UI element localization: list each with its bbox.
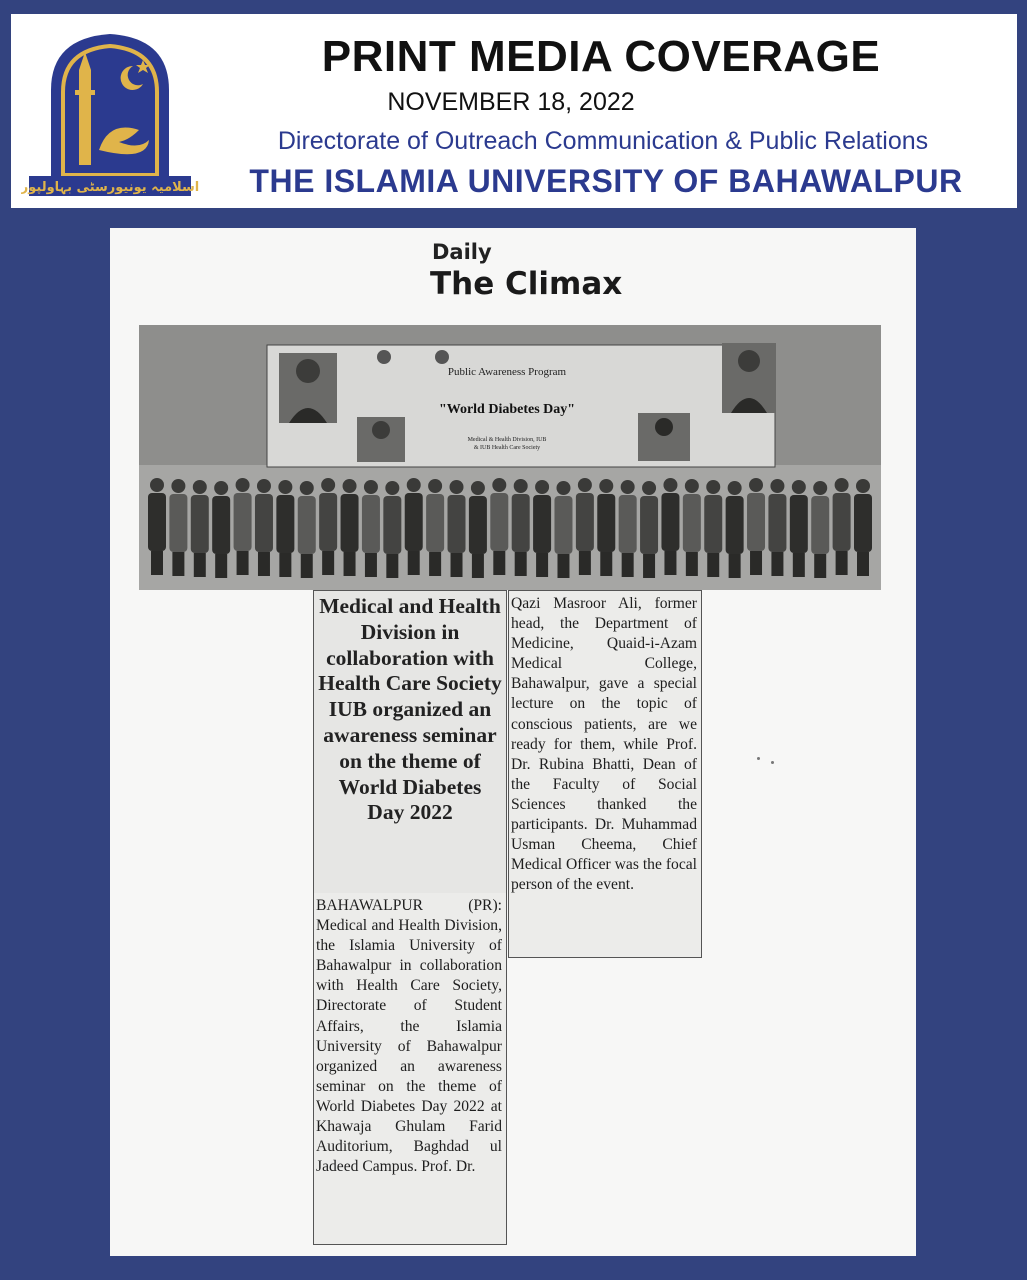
- person-legs: [643, 554, 655, 578]
- person-legs: [258, 552, 270, 576]
- person-body: [747, 493, 765, 551]
- person-head: [663, 478, 677, 492]
- person-body: [405, 493, 423, 551]
- person-head: [621, 480, 635, 494]
- person-legs: [429, 552, 441, 576]
- person-legs: [771, 552, 783, 576]
- person-head: [599, 479, 613, 493]
- person-body: [833, 493, 851, 551]
- person-body: [383, 496, 401, 554]
- person-legs: [686, 552, 698, 576]
- person-head: [535, 480, 549, 494]
- person-head: [856, 479, 870, 493]
- person-body: [533, 495, 551, 553]
- university-name: THE ISLAMIA UNIVERSITY OF BAHAWALPUR: [249, 163, 963, 199]
- newspaper-name: The Climax: [430, 266, 623, 302]
- header-panel: [11, 14, 1017, 208]
- person-head: [728, 481, 742, 495]
- speck: [771, 761, 774, 764]
- person-body: [255, 494, 273, 552]
- coverage-date: NOVEMBER 18, 2022: [387, 88, 635, 116]
- person-legs: [750, 551, 762, 575]
- event-photo: [139, 325, 881, 590]
- person-head: [257, 479, 271, 493]
- article-column-2: Qazi Masroor Ali, former head, the Department of Medicine, Quaid-i-Azam Medical College, Bahawalpur, gave a special lecture on the topic of conscious patients, are we ready for them, while Prof. Dr. Rubina Bhatti, Dean of the Faculty of Social Sciences thanked the participants. Dr. Muhammad Usman Cheema, Chief Medical Officer was the focal person of the event.: [511, 595, 697, 894]
- person-body: [726, 496, 744, 554]
- person-legs: [344, 552, 356, 576]
- person-head: [792, 480, 806, 494]
- person-head: [300, 481, 314, 495]
- person-head: [428, 479, 442, 493]
- person-body: [790, 495, 808, 553]
- person-legs: [215, 554, 227, 578]
- person-legs: [194, 553, 206, 577]
- person-body: [768, 494, 786, 552]
- person-legs: [172, 552, 184, 576]
- person-head: [492, 478, 506, 492]
- person-head: [171, 479, 185, 493]
- person-head: [642, 481, 656, 495]
- person-head: [450, 480, 464, 494]
- person-legs: [408, 551, 420, 575]
- person-body: [619, 495, 637, 553]
- person-head: [214, 481, 228, 495]
- person-legs: [579, 551, 591, 575]
- person-head: [471, 481, 485, 495]
- person-body: [212, 496, 230, 554]
- person-body: [661, 493, 679, 551]
- person-head: [685, 479, 699, 493]
- person-head: [321, 478, 335, 492]
- person-head: [514, 479, 528, 493]
- speck: [757, 757, 760, 760]
- person-legs: [836, 551, 848, 575]
- person-legs: [814, 554, 826, 578]
- person-body: [148, 493, 166, 551]
- person-legs: [515, 552, 527, 576]
- person-body: [362, 495, 380, 553]
- person-head: [407, 478, 421, 492]
- directorate-name: Directorate of Outreach Communication & Public Relations: [277, 127, 929, 155]
- person-legs: [365, 553, 377, 577]
- person-head: [578, 478, 592, 492]
- person-legs: [151, 551, 163, 575]
- person-body: [234, 493, 252, 551]
- person-head: [749, 478, 763, 492]
- person-head: [706, 480, 720, 494]
- person-head: [193, 480, 207, 494]
- person-legs: [557, 554, 569, 578]
- logo-urdu-text: اسلامیہ یونیورسٹی بہاولپور: [21, 180, 199, 195]
- person-head: [556, 481, 570, 495]
- person-body: [169, 494, 187, 552]
- person-legs: [793, 553, 805, 577]
- person-head: [150, 478, 164, 492]
- person-body: [576, 493, 594, 551]
- newspaper-frequency: Daily: [432, 240, 492, 264]
- page-title: PRINT MEDIA COVERAGE: [321, 32, 881, 81]
- person-legs: [622, 553, 634, 577]
- person-body: [704, 495, 722, 553]
- person-head: [835, 478, 849, 492]
- person-legs: [301, 554, 313, 578]
- person-legs: [664, 551, 676, 575]
- person-body: [597, 494, 615, 552]
- person-legs: [729, 554, 741, 578]
- person-body: [298, 496, 316, 554]
- person-legs: [600, 552, 612, 576]
- banner-line3: Medical & Health Division, IUB: [467, 437, 547, 443]
- person-head: [813, 481, 827, 495]
- person-legs: [857, 552, 869, 576]
- person-body: [811, 496, 829, 554]
- university-logo: [21, 30, 199, 198]
- person-body: [319, 493, 337, 551]
- person-legs: [322, 551, 334, 575]
- person-legs: [472, 554, 484, 578]
- person-legs: [451, 553, 463, 577]
- person-legs: [493, 551, 505, 575]
- person-body: [512, 494, 530, 552]
- person-body: [448, 495, 466, 553]
- person-head: [364, 480, 378, 494]
- person-head: [770, 479, 784, 493]
- person-body: [276, 495, 294, 553]
- person-head: [343, 479, 357, 493]
- article-column-1: BAHAWALPUR (PR): Medical and Health Division, the Islamia University of Bahawalpur in collaboration with Health Care Society, Directorate of Student Affairs, the Islamia University of Bahawalpur organized an awareness seminar on the theme of World Diabetes Day 2022 at Khawaja Ghulam Farid Auditorium, Baghdad ul Jadeed Campus. Prof. Dr.: [316, 897, 502, 1176]
- person-body: [490, 493, 508, 551]
- person-body: [341, 494, 359, 552]
- person-legs: [536, 553, 548, 577]
- person-head: [278, 480, 292, 494]
- person-legs: [279, 553, 291, 577]
- person-head: [385, 481, 399, 495]
- banner-line1: Public Awareness Program: [447, 366, 567, 378]
- person-body: [469, 496, 487, 554]
- person-legs: [707, 553, 719, 577]
- person-head: [236, 478, 250, 492]
- person-legs: [237, 551, 249, 575]
- person-body: [683, 494, 701, 552]
- person-body: [640, 496, 658, 554]
- article-headline: Medical and Health Division in collaboration with Health Care Society IUB organized an awareness seminar on the theme of World Diabetes Day 2022: [318, 594, 502, 825]
- person-body: [426, 494, 444, 552]
- person-legs: [386, 554, 398, 578]
- person-body: [191, 495, 209, 553]
- banner-line2: "World Diabetes Day": [438, 402, 576, 417]
- person-body: [554, 496, 572, 554]
- banner-line4: & IUB Health Care Society: [473, 445, 541, 451]
- person-body: [854, 494, 872, 552]
